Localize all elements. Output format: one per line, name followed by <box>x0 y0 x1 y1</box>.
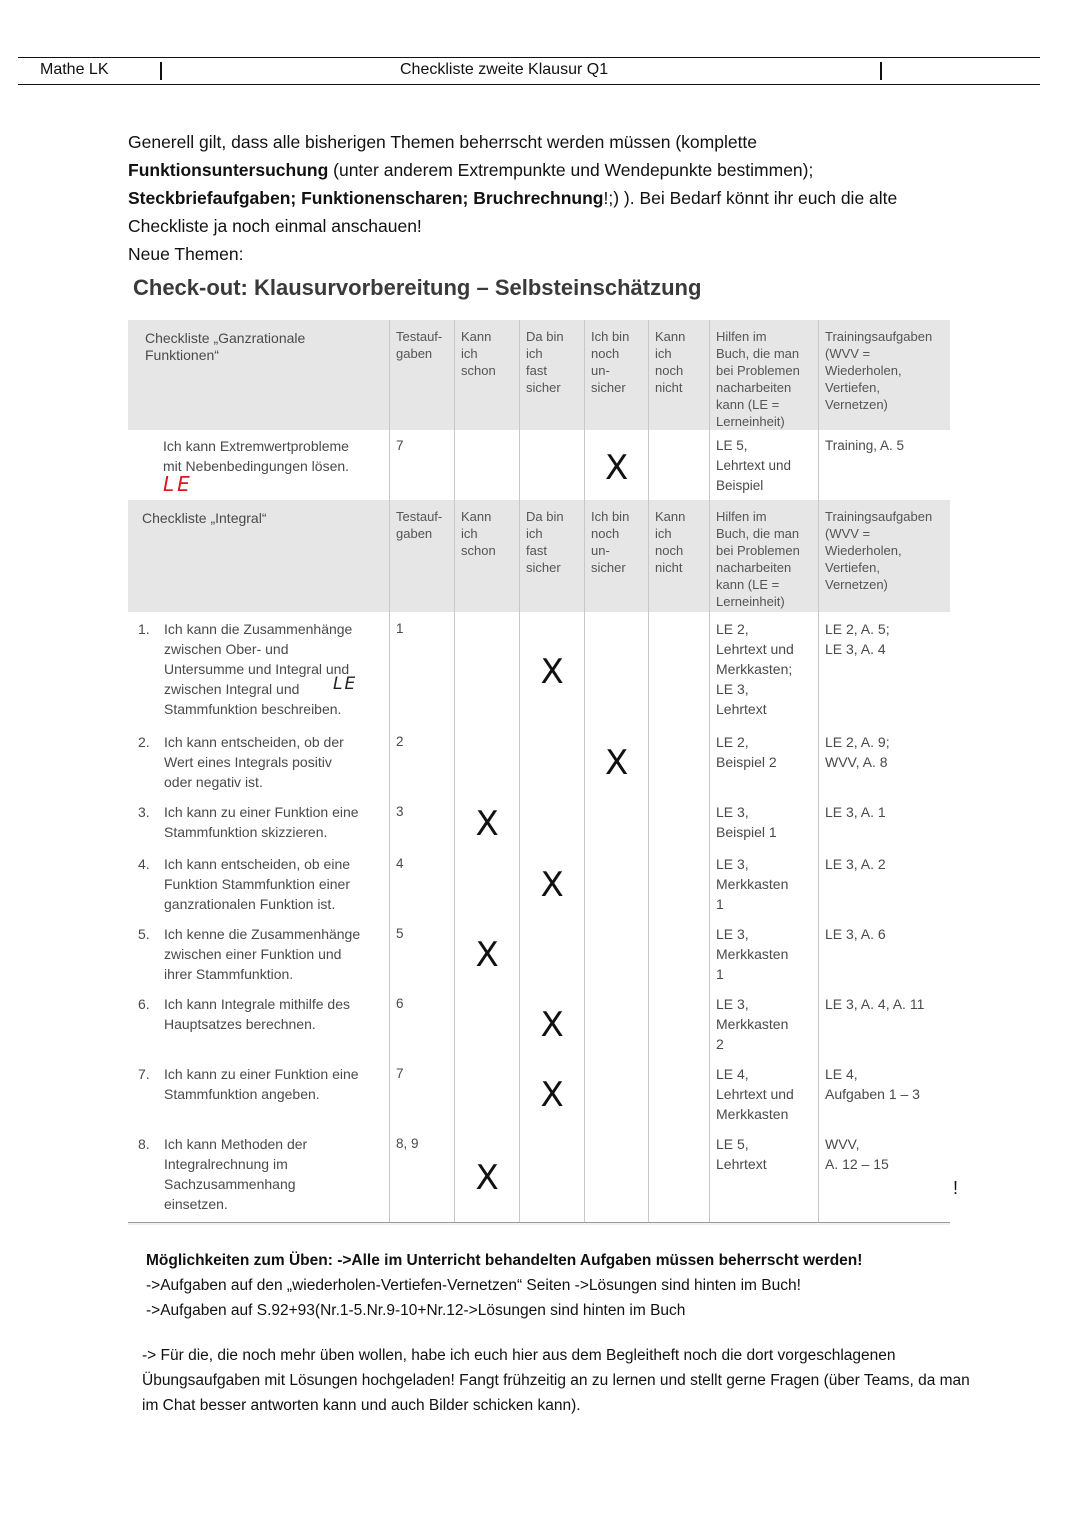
table-cell-unsicher <box>585 795 649 847</box>
table-cell-training: Trainingsaufgaben (WVV = Wiederholen, Vertiefen, Vernetzen) <box>825 509 933 592</box>
table-cell-testaufgaben: 5 <box>390 917 455 987</box>
table-cell-testaufgaben: 1 <box>390 612 455 725</box>
table-cell-fast_sicher <box>520 725 585 795</box>
checkmark-x: X <box>540 1075 564 1115</box>
table-cell-fast_sicher <box>520 1127 585 1222</box>
table-cell-hilfen: LE 5, Lehrtext <box>710 1127 819 1222</box>
handwritten-le: LE <box>163 472 193 496</box>
practice-line-3: ->Aufgaben auf S.92+93(Nr.1-5.Nr.9-10+Nr.12->Lösungen sind hinten im Buch <box>146 1302 686 1319</box>
table-cell-testaufgaben: 8, 9 <box>390 1127 455 1222</box>
item-text: Ich kann Methoden der Integralrechnung im Sachzusammenhang einsetzen. <box>164 1136 308 1212</box>
table-cell-hilfen: Hilfen im Buch, die man bei Problemen nacharbeiten kann (LE = Lerneinheit) <box>710 500 819 612</box>
table-cell-fast_sicher: Da bin ich fast sicher <box>520 320 585 430</box>
checklist-row <box>128 987 950 1057</box>
table-cell-fast_sicher <box>520 795 585 847</box>
section-header-integral <box>128 500 950 612</box>
table-cell-kann_schon <box>455 725 520 795</box>
table-cell-nicht <box>649 1057 710 1127</box>
item-text: Ich kann Integrale mithilfe des Hauptsatzes berechnen. <box>164 996 350 1032</box>
intro-line-2: Funktionsuntersuchung (unter anderem Extrempunkte und Wendepunkte bestimmen); <box>128 160 814 180</box>
table-cell-testaufgaben: 4 <box>390 847 455 917</box>
item-number: 1. <box>138 621 150 637</box>
checklist-row <box>128 725 950 795</box>
item-number: 3. <box>138 804 150 820</box>
table-cell-testaufgaben: 6 <box>390 987 455 1057</box>
checkmark-x: X <box>475 935 499 975</box>
table-cell-nicht <box>649 987 710 1057</box>
table-cell-unsicher <box>585 1057 649 1127</box>
intro-line-1: Generell gilt, dass alle bisherigen Themen beherrscht werden müssen (komplette <box>128 132 758 152</box>
table-cell-label <box>128 795 390 847</box>
practice-line-1: Möglichkeiten zum Üben: ->Alle im Unterricht behandelten Aufgaben müssen beherrscht werden! <box>146 1252 863 1269</box>
item-number: 8. <box>138 1136 150 1152</box>
table-cell-testaufgaben: Testauf- gaben <box>390 320 455 430</box>
table-cell-hilfen: LE 3, Merkkasten 1 <box>710 917 819 987</box>
item-text: Ich kenne die Zusammenhänge zwischen einer Funktion und ihrer Stammfunktion. <box>164 926 361 982</box>
table-cell-nicht <box>649 725 710 795</box>
table-cell-hilfen: LE 3, Merkkasten 2 <box>710 987 819 1057</box>
extra-practice-note: -> Für die, die noch mehr üben wollen, habe ich euch hier aus dem Begleitheft noch die dort vorgeschlagenen Übungsaufgaben mit Lösungen hochgeladen! Fangt frühzeitig an zu lernen und stellt gerne Fragen (über Teams, da man im Chat besser antworten kann und auch Bilder schicken kann). <box>142 1347 970 1414</box>
table-cell-training: LE 2, A. 5; LE 3, A. 4 <box>825 621 890 657</box>
table-cell-kann_schon <box>455 1057 520 1127</box>
table-cell-fast_sicher <box>520 430 585 500</box>
table-cell-training: LE 3, A. 4, A. 11 <box>825 996 925 1012</box>
table-cell-label <box>128 917 390 987</box>
table-cell-nicht <box>649 795 710 847</box>
table-cell-fast_sicher: Da bin ich fast sicher <box>520 500 585 612</box>
checklist-row <box>128 430 950 500</box>
item-text: Ich kann entscheiden, ob eine Funktion Stammfunktion einer ganzrationalen Funktion ist. <box>164 856 351 912</box>
checklist-row <box>128 612 950 725</box>
checklist-row <box>128 795 950 847</box>
table-cell-hilfen: LE 4, Lehrtext und Merkkasten <box>710 1057 819 1127</box>
table-cell-hilfen: LE 2, Lehrtext und Merkkasten; LE 3, Lehrtext <box>710 612 819 725</box>
checkmark-x: X <box>475 804 499 844</box>
checkout-title: Check-out: Klausurvorbereitung – Selbsteinschätzung <box>133 275 702 300</box>
table-cell-label: Checkliste „Ganzrationale Funktionen“ <box>128 320 390 430</box>
item-number: 7. <box>138 1066 150 1082</box>
table-cell-training: Trainingsaufgaben (WVV = Wiederholen, Vertiefen, Vernetzen) <box>825 329 933 412</box>
table-cell-kann_schon <box>455 847 520 917</box>
checkmark-x: X <box>540 651 564 692</box>
table-cell-label <box>128 725 390 795</box>
table-cell-hilfen: LE 3, Beispiel 1 <box>710 795 819 847</box>
table-cell-nicht <box>649 430 710 500</box>
table-cell-testaufgaben: 2 <box>390 725 455 795</box>
table-cell-training: LE 4, Aufgaben 1 – 3 <box>825 1066 920 1102</box>
table-cell-training: WVV, A. 12 – 15 <box>825 1136 889 1172</box>
table-cell-unsicher: Ich bin noch un- sicher <box>585 320 649 430</box>
table-cell-testaufgaben: 3 <box>390 795 455 847</box>
table-cell-testaufgaben: Testauf- gaben <box>390 500 455 612</box>
table-cell-label <box>128 430 390 500</box>
header-divider <box>160 62 162 80</box>
intro-paragraph <box>128 128 948 268</box>
margin-exclamation: ! <box>953 1178 959 1198</box>
checklist-row <box>128 917 950 987</box>
checklist-row <box>128 847 950 917</box>
item-number: 4. <box>138 856 150 872</box>
table-cell-nicht <box>649 1127 710 1222</box>
item-text: Ich kann zu einer Funktion eine Stammfunktion skizzieren. <box>164 804 359 840</box>
table-cell-label: Checkliste „Integral“ <box>128 500 390 612</box>
table-cell-unsicher <box>585 917 649 987</box>
table-cell-fast_sicher <box>520 917 585 987</box>
checkmark-x: X <box>605 743 629 783</box>
table-cell-label <box>128 1057 390 1127</box>
table-cell-training: LE 3, A. 6 <box>825 926 886 942</box>
table-cell-label <box>128 1127 390 1222</box>
intro-line-4: Checkliste ja noch einmal anschauen! <box>128 216 422 236</box>
table-cell-kann_schon <box>455 987 520 1057</box>
checklist-table <box>128 320 950 1225</box>
intro-line-3: Steckbriefaufgaben; Funktionenscharen; Bruchrechnung!;) ). Bei Bedarf könnt ihr euch die alte <box>128 188 898 208</box>
item-number: 5. <box>138 926 150 942</box>
handwritten-le: LE <box>333 674 358 694</box>
checkmark-x: X <box>475 1157 499 1198</box>
table-cell-kann_schon <box>455 612 520 725</box>
table-cell-nicht <box>649 917 710 987</box>
practice-section <box>146 1248 966 1323</box>
table-cell-kann_schon: Kann ich schon <box>455 500 520 612</box>
table-cell-hilfen: LE 3, Merkkasten 1 <box>710 847 819 917</box>
header-divider <box>880 62 882 80</box>
checklist-row <box>128 1127 950 1222</box>
table-cell-unsicher <box>585 1127 649 1222</box>
table-cell-kann_schon: Kann ich schon <box>455 320 520 430</box>
table-cell-kann_schon <box>455 430 520 500</box>
table-cell-label <box>128 987 390 1057</box>
table-cell-label <box>128 612 390 725</box>
page-header <box>18 57 1040 85</box>
table-cell-training: LE 2, A. 9; WVV, A. 8 <box>825 734 890 770</box>
item-text: Ich kann Extremwertprobleme mit Nebenbedingungen lösen. <box>163 438 350 474</box>
header-title: Checkliste zweite Klausur Q1 <box>400 61 609 78</box>
table-cell-training: LE 3, A. 2 <box>825 856 886 872</box>
practice-line-2: ->Aufgaben auf den „wiederholen-Vertiefen-Vernetzen“ Seiten ->Lösungen sind hinten im Buch! <box>146 1277 801 1294</box>
header-subject: Mathe LK <box>40 61 109 78</box>
section-header-ganzrational <box>128 320 950 430</box>
table-cell-hilfen: LE 2, Beispiel 2 <box>710 725 819 795</box>
table-cell-nicht <box>649 847 710 917</box>
table-cell-unsicher <box>585 987 649 1057</box>
table-cell-unsicher <box>585 847 649 917</box>
item-text: Ich kann zu einer Funktion eine Stammfunktion angeben. <box>164 1066 359 1102</box>
item-number: 2. <box>138 734 150 750</box>
table-cell-nicht <box>649 612 710 725</box>
checkmark-x: X <box>540 865 564 905</box>
checklist-row <box>128 1057 950 1127</box>
table-cell-unsicher <box>585 612 649 725</box>
item-text: Ich kann die Zusammenhänge zwischen Ober- und Untersumme und Integral und zwischen Integral und Stammfunktion beschreiben. <box>164 621 353 717</box>
table-cell-testaufgaben: 7 <box>390 430 455 500</box>
table-cell-nicht: Kann ich noch nicht <box>649 320 710 430</box>
table-cell-hilfen: Hilfen im Buch, die man bei Problemen nacharbeiten kann (LE = Lerneinheit) <box>710 320 819 430</box>
item-text: Ich kann entscheiden, ob der Wert eines Integrals positiv oder negativ ist. <box>164 734 344 790</box>
checkmark-x: X <box>540 1005 564 1045</box>
table-cell-nicht: Kann ich noch nicht <box>649 500 710 612</box>
intro-line-5: Neue Themen: <box>128 244 244 264</box>
table-cell-training: LE 3, A. 1 <box>825 804 886 820</box>
table-cell-hilfen: LE 5, Lehrtext und Beispiel <box>710 430 819 500</box>
table-cell-unsicher: Ich bin noch un- sicher <box>585 500 649 612</box>
row-divider <box>128 1222 950 1223</box>
table-cell-label <box>128 847 390 917</box>
table-cell-training: Training, A. 5 <box>825 438 905 453</box>
checkmark-x: X <box>605 448 629 488</box>
table-cell-testaufgaben: 7 <box>390 1057 455 1127</box>
item-number: 6. <box>138 996 150 1012</box>
